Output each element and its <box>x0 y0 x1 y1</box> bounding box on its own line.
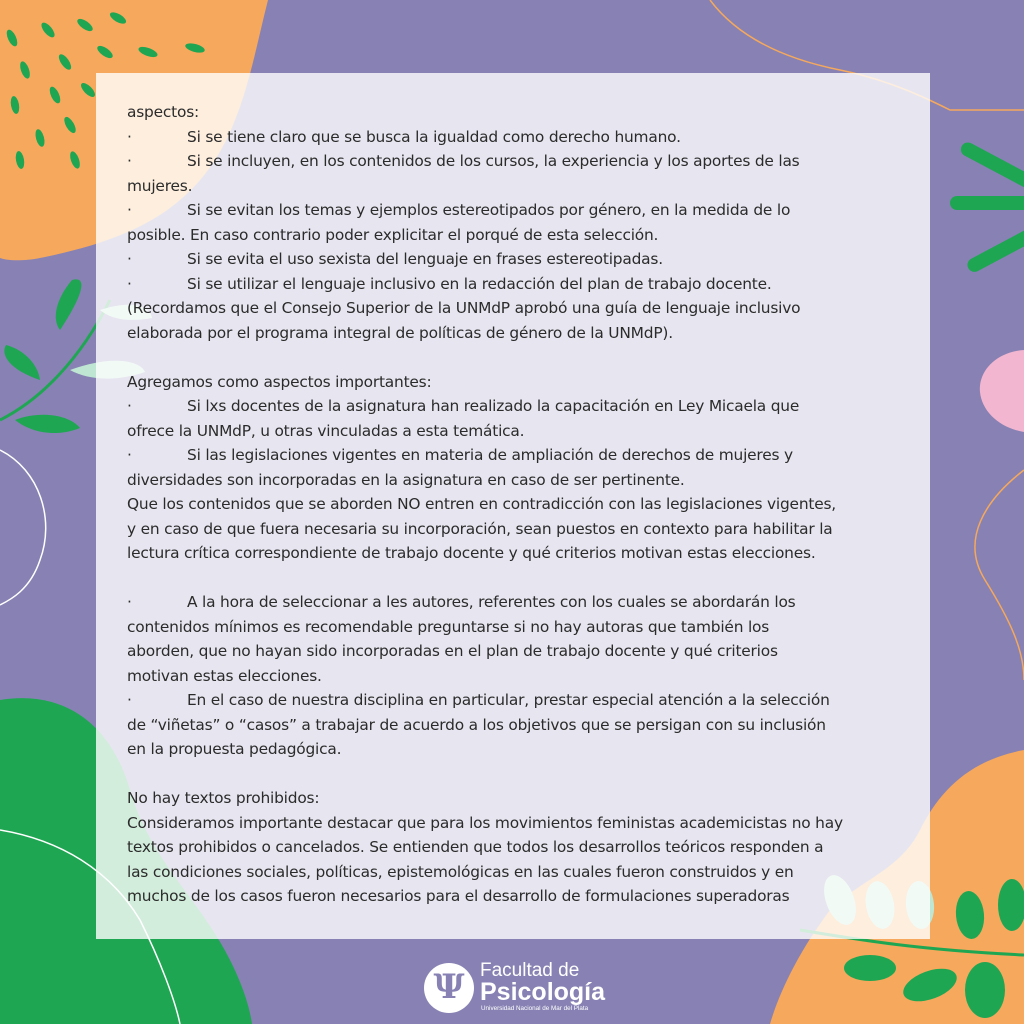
paragraph-line: textos prohibidos o cancelados. Se entienden que todos los desarrollos teóricos responden a <box>127 838 824 856</box>
paragraph-line: Consideramos importante destacar que para los movimientos feministas academicistas no hay <box>127 813 843 832</box>
bullet: · <box>127 250 132 268</box>
orange-line-right <box>975 470 1024 680</box>
paragraph-line: las condiciones sociales, políticas, epistemológicas en las cuales fueron construidos y en <box>127 862 794 881</box>
paragraph-line: Que los contenidos que se aborden NO entren en contradicción con las legislaciones vigentes, <box>127 495 836 513</box>
list-item: · Si se incluyen, en los contenidos de los cursos, la experiencia y los aportes de las <box>127 149 902 174</box>
list-item: · A la hora de seleccionar a les autores, referentes con los cuales se abordarán los <box>127 590 902 615</box>
green-bars-right <box>950 140 1024 274</box>
list-item: · Si se utilizar el lenguaje inclusivo en la redacción del plan de trabajo docente. <box>127 272 902 297</box>
bullet: · <box>127 446 132 464</box>
white-line-left <box>0 450 46 605</box>
list-item-continuation: posible. En caso contrario poder explicitar el porqué de esta selección. <box>127 225 659 244</box>
logo-line-university: Universidad Nacional de Mar del Plata <box>481 1005 589 1012</box>
pink-blob-right <box>980 350 1024 432</box>
note-line: (Recordamos que el Consejo Superior de la UNMdP aprobó una guía de lenguaje inclusivo <box>127 299 801 317</box>
section-title: Agregamos como aspectos importantes: <box>127 372 432 391</box>
logo-line-psychology: Psicología <box>480 978 606 1006</box>
list-item-continuation: en la propuesta pedagógica. <box>127 740 342 758</box>
bullet: · <box>127 127 132 146</box>
list-item-continuation: de “viñetas” o “casos” a trabajar de acuerdo a los objetivos que se persigan con su inclusión <box>127 715 826 734</box>
list-item: · Si las legislaciones vigentes en materia de ampliación de derechos de mujeres y <box>127 443 902 468</box>
bullet: · <box>127 593 132 611</box>
list-item: · Si lxs docentes de la asignatura han realizado la capacitación en Ley Micaela que <box>127 394 902 419</box>
list-item-continuation: motivan estas elecciones. <box>127 666 322 685</box>
section-title: No hay textos prohibidos: <box>127 789 320 807</box>
list-item: · En el caso de nuestra disciplina en particular, prestar especial atención a la selección <box>127 688 902 713</box>
list-item-continuation: contenidos mínimos es recomendable preguntarse si no hay autoras que también los <box>127 617 770 636</box>
bullet: · <box>127 152 132 170</box>
intro-word: aspectos: <box>127 103 200 121</box>
faculty-logo <box>424 960 644 1016</box>
body-text <box>127 100 902 909</box>
paragraph-line: lectura crítica correspondiente de trabajo docente y qué criterios motivan estas elecciones. <box>127 544 816 562</box>
psi-logo-icon: Ψ <box>424 963 474 1013</box>
bullet: · <box>127 201 132 219</box>
paragraph-line: muchos de los casos fueron necesarios para el desarrollo de formulaciones superadoras <box>127 887 790 905</box>
list-item-continuation: diversidades son incorporadas en la asignatura en caso de ser pertinente. <box>127 470 685 489</box>
list-item-continuation: mujeres. <box>127 176 193 195</box>
list-item-continuation: ofrece la UNMdP, u otras vinculadas a esta temática. <box>127 421 525 440</box>
list-item-continuation: aborden, que no hayan sido incorporadas en el plan de trabajo docente y qué criterios <box>127 642 778 660</box>
paragraph-line: y en caso de que fuera necesaria su incorporación, sean puestos en contexto para habilitar la <box>127 519 833 538</box>
bullet: · <box>127 274 132 293</box>
list-item: · Si se tiene claro que se busca la igualdad como derecho humano. <box>127 125 902 150</box>
list-item: · Si se evita el uso sexista del lenguaje en frases estereotipadas. <box>127 247 902 272</box>
list-item: · Si se evitan los temas y ejemplos estereotipados por género, en la medida de lo <box>127 198 902 223</box>
bullet: · <box>127 397 132 415</box>
logo-line-faculty: Facultad de <box>480 960 580 981</box>
bullet: · <box>127 691 132 709</box>
note-line: elaborada por el programa integral de políticas de género de la UNMdP). <box>127 323 673 342</box>
